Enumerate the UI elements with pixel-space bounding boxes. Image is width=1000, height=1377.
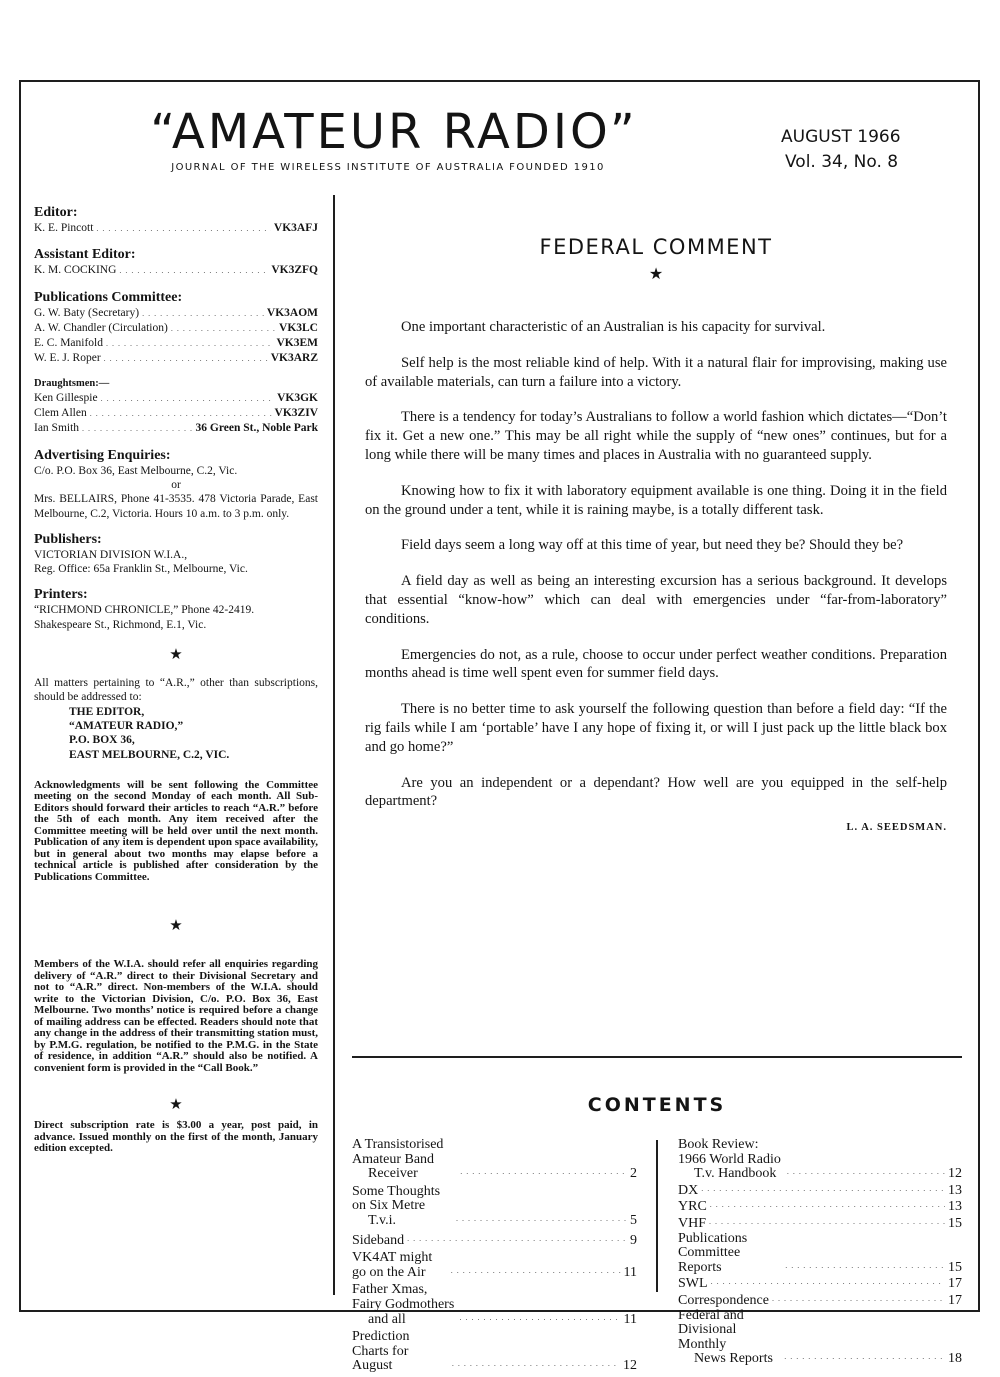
toc-title: VHF <box>678 1215 707 1231</box>
advertising-heading: Advertising Enquiries: <box>34 447 171 463</box>
printers-block <box>34 586 318 632</box>
leader-dots <box>701 1182 945 1197</box>
toc-title: DX <box>678 1182 699 1198</box>
toc-entry[interactable] <box>352 1185 637 1229</box>
leader-dots <box>142 307 264 321</box>
leader-dots <box>452 1357 620 1372</box>
toc-entry[interactable] <box>678 1138 962 1182</box>
contents-right-column <box>678 1138 962 1367</box>
toc-page: 2 <box>630 1166 637 1182</box>
leader-dots <box>460 1165 627 1180</box>
toc-page: 5 <box>630 1212 637 1228</box>
contents-divider <box>656 1140 658 1292</box>
toc-page: 11 <box>623 1311 637 1327</box>
toc-title: Publications Committee Reports <box>678 1230 748 1275</box>
toc-title: A Transistorised Amateur Band <box>352 1137 444 1167</box>
leader-dots <box>104 352 268 366</box>
publishers-office: Reg. Office: 65a Franklin St., Melbourne, Vic. <box>34 563 248 576</box>
committee-member <box>34 336 318 351</box>
toc-title: Prediction Charts for August <box>352 1329 410 1374</box>
masthead-subtitle: JOURNAL OF THE WIRELESS INSTITUTE OF AUSTRALIA FOUNDED 1910 <box>171 162 605 173</box>
toc-page: 17 <box>948 1292 962 1308</box>
assistant-editor-block <box>34 246 318 278</box>
member-name: E. C. Manifold <box>34 337 103 350</box>
assistant-editor-callsign: VK3ZFQ <box>271 264 318 277</box>
article-paragraph: Self help is the most reliable kind of help. With it a natural flair for improvising, making use of available materials, can turn a failure into a victory. <box>365 354 947 390</box>
toc-entry[interactable] <box>678 1309 962 1367</box>
toc-page: 15 <box>948 1215 962 1231</box>
committee-heading: Publications Committee: <box>34 289 183 305</box>
toc-entry[interactable] <box>678 1292 962 1309</box>
leader-dots <box>119 264 268 278</box>
toc-title-cont: T.v. Handbook <box>694 1166 777 1182</box>
article-paragraph: There is a tendency for today’s Australians to follow a world fashion which dictates—“Don’t fix it. Get a new one.” This may be all right while the supply of “new ones” continues, but for a long while there will be many times and places in Australia with no guaranteed supply. <box>365 409 947 463</box>
address-intro: All matters pertaining to “A.R.,” other than subscriptions, should be addressed to: <box>34 677 318 704</box>
member-callsign: VK3LC <box>279 321 318 334</box>
article-paragraph: One important characteristic of an Australian is his capacity for survival. <box>401 319 826 335</box>
printers-heading: Printers: <box>34 587 88 603</box>
assistant-editor-row <box>34 263 318 278</box>
column-divider <box>333 195 335 1295</box>
toc-entry[interactable] <box>352 1283 637 1327</box>
toc-entry[interactable] <box>678 1215 962 1232</box>
toc-title-cont: T.v.i. <box>368 1212 396 1228</box>
toc-page: 13 <box>948 1182 962 1198</box>
article-paragraph: Field days seem a long way off at this time of year, but need they be? Should they be? <box>401 537 904 554</box>
toc-title: Some Thoughts on Six Metre <box>352 1183 441 1214</box>
toc-page: 11 <box>623 1264 637 1280</box>
contents-left-column <box>352 1138 637 1377</box>
publishers-name: VICTORIAN DIVISION W.I.A., <box>34 548 188 561</box>
assistant-editor-name: K. M. COCKING <box>34 264 117 277</box>
toc-page: 9 <box>630 1232 637 1248</box>
draughtsman-address: 36 Green St., Noble Park <box>195 422 318 435</box>
issue-volume: Vol. 34, No. 8 <box>785 152 899 172</box>
draughtsman-callsign: VK3ZIV <box>274 407 318 420</box>
leader-dots <box>787 1165 945 1180</box>
leader-dots <box>407 1232 627 1247</box>
committee-block <box>34 289 318 367</box>
masthead-title: “AMATEUR RADIO” <box>150 104 638 160</box>
leader-dots <box>106 337 273 351</box>
toc-title: Father Xmas, Fairy Godmothers <box>352 1282 455 1312</box>
advertising-address: C/o. P.O. Box 36, East Melbourne, C.2, Vic. <box>34 464 238 477</box>
toc-page: 17 <box>948 1276 962 1292</box>
toc-title: SWL <box>678 1276 708 1292</box>
article-paragraph: Are you an independent or a dependant? How well are you equipped in the self-help department? <box>365 774 947 810</box>
article-paragraph: A field day as well as being an interesting excursion has a serious background. It develops that essential “know-how” which can deal with emergencies under “far-from-laboratory” conditions. <box>365 573 947 627</box>
subscription-note: Direct subscription rate is $3.00 a year, post paid, in advance. Issued monthly on the first of the month, January edition excepted. <box>34 1119 318 1155</box>
leader-dots <box>90 407 272 421</box>
issue-date: AUGUST 1966 <box>781 127 901 147</box>
draughtsman-row <box>34 406 318 421</box>
draughtsmen-block <box>34 377 318 437</box>
member-name: A. W. Chandler (Circulation) <box>34 321 168 334</box>
address-line: P.O. BOX 36, <box>69 734 135 747</box>
member-callsign: VK3EM <box>276 337 318 350</box>
address-line: “AMATEUR RADIO,” <box>69 719 184 732</box>
toc-entry[interactable] <box>678 1232 962 1276</box>
leader-dots <box>711 1275 945 1290</box>
address-line: THE EDITOR, <box>69 705 145 718</box>
editor-callsign: VK3AFJ <box>273 222 318 234</box>
toc-title: Federal and Divisional Monthly <box>678 1307 744 1352</box>
advertising-or: or <box>171 478 181 491</box>
contents-rule <box>352 1056 962 1058</box>
leader-dots <box>785 1259 945 1274</box>
star-divider: ★ <box>169 647 183 664</box>
toc-entry[interactable] <box>678 1182 962 1199</box>
assistant-editor-heading: Assistant Editor: <box>34 247 136 263</box>
toc-page: 15 <box>948 1259 962 1275</box>
toc-title-cont: News Reports <box>694 1351 773 1367</box>
star-divider: ★ <box>169 1097 183 1114</box>
toc-title: VK4AT might go on the Air <box>352 1250 433 1280</box>
editor-name: K. E. Pincott <box>34 222 94 234</box>
toc-page: 12 <box>623 1358 637 1374</box>
toc-title: YRC <box>678 1199 707 1215</box>
member-callsign: VK3AOM <box>266 306 318 319</box>
leader-dots <box>710 1198 945 1213</box>
leader-dots <box>171 322 276 336</box>
contents-title: CONTENTS <box>587 1094 727 1116</box>
editor-row <box>34 221 318 236</box>
printers-name: “RICHMOND CHRONICLE,” Phone 42-2419. <box>34 604 255 617</box>
leader-dots <box>460 1311 621 1326</box>
toc-entry[interactable] <box>352 1251 637 1280</box>
draughtsman-name: Ken Gillespie <box>34 391 98 404</box>
toc-entry[interactable] <box>678 1198 962 1215</box>
editor-heading: Editor: <box>34 205 78 220</box>
publishers-heading: Publishers: <box>34 531 102 547</box>
article-paragraph: Knowing how to fix it with laboratory equipment available is one thing. Doing it in the field on the ground under a tent, while it is raining maybe, is a totally different task. <box>365 482 947 518</box>
member-callsign: VK3ARZ <box>270 352 318 365</box>
draughtsman-callsign: VK3GK <box>277 391 318 404</box>
draughtsman-name: Ian Smith <box>34 422 80 435</box>
leader-dots <box>451 1264 621 1279</box>
members-note: Members of the W.I.A. should refer all enquiries regarding delivery of “A.R.” direct to their Divisional Secretary and not to “A.R.” direct. Non-members of the W.I.A. should write to the Victorian Division, C/o. P.O. Box 36, East Melbourne. Two months’ notice is required before a change of mailing address can be effected. Readers should note that any change in the address of their transmitting station must, by P.M.G. regulation, be notified to the P.M.G. in the State of residence, in addition “A.R.” should also be notified. A convenient form is provided in the “Call Book.” <box>34 958 318 1074</box>
leader-dots <box>784 1350 945 1365</box>
toc-entry[interactable] <box>352 1330 637 1374</box>
toc-entry[interactable] <box>678 1275 962 1292</box>
federal-comment-article <box>365 232 947 833</box>
toc-title: Book Review: 1966 World Radio <box>678 1137 781 1167</box>
address-line: EAST MELBOURNE, C.2, VIC. <box>69 748 230 761</box>
advertising-contact: Mrs. BELLAIRS, Phone 41-3535. 478 Victoria Parade, East Melbourne, C.2, Victoria. Hours 10 a.m. to 3 p.m. only. <box>34 493 318 520</box>
article-signature: L. A. SEEDSMAN. <box>846 822 947 834</box>
leader-dots <box>101 392 275 406</box>
committee-member <box>34 306 318 321</box>
address-block <box>34 676 318 762</box>
advertising-block <box>34 447 318 521</box>
article-paragraph: There is no better time to ask yourself the following question than before a field day: “If the rig fails while I am ‘portable’ have I any hope of fixing it, or will I just pack up the little black box and go home?” <box>365 701 947 755</box>
committee-member <box>34 321 318 336</box>
staff-sidebar <box>34 204 318 1155</box>
toc-title: Sideband <box>352 1232 405 1248</box>
leader-dots <box>772 1292 945 1307</box>
toc-entry[interactable] <box>352 1138 637 1182</box>
leader-dots <box>456 1212 627 1227</box>
article-star: ★ <box>648 266 664 283</box>
article-title: FEDERAL COMMENT <box>539 235 773 259</box>
member-name: G. W. Baty (Secretary) <box>34 306 140 319</box>
leader-dots <box>82 422 193 436</box>
article-paragraph: Emergencies do not, as a rule, choose to occur under perfect weather conditions. Preparation months ahead is time well spent even for summer field days. <box>365 646 947 682</box>
member-name: W. E. J. Roper <box>34 352 101 365</box>
toc-page: 12 <box>948 1166 962 1182</box>
toc-page: 13 <box>948 1199 962 1215</box>
leader-dots <box>709 1215 945 1230</box>
draughtsman-row <box>34 421 318 436</box>
draughtsmen-heading: Draughtsmen:— <box>34 377 110 389</box>
toc-title-cont: Receiver <box>368 1166 418 1182</box>
acknowledgments-note: Acknowledgments will be sent following the Committee meeting on the second Monday of each month. All Sub-Editors should forward their articles to reach “A.R.” before the 5th of each month. Any item received after the Committee meeting will be held over until the next month. Publication of any item is dependent upon space availability, but in general about two months may elapse before a technical article is published after consideration by the Publications Committee. <box>34 778 318 883</box>
toc-entry[interactable] <box>352 1232 637 1249</box>
toc-page: 18 <box>948 1351 962 1367</box>
toc-title-cont: and all <box>368 1311 406 1327</box>
draughtsman-name: Clem Allen <box>34 407 87 420</box>
draughtsman-row <box>34 391 318 406</box>
star-divider: ★ <box>169 918 183 935</box>
committee-member <box>34 351 318 366</box>
leader-dots <box>96 222 270 236</box>
publishers-block <box>34 531 318 577</box>
editor-block <box>34 204 318 236</box>
toc-title: Correspondence <box>678 1292 769 1308</box>
printers-address: Shakespeare St., Richmond, E.1, Vic. <box>34 618 207 631</box>
